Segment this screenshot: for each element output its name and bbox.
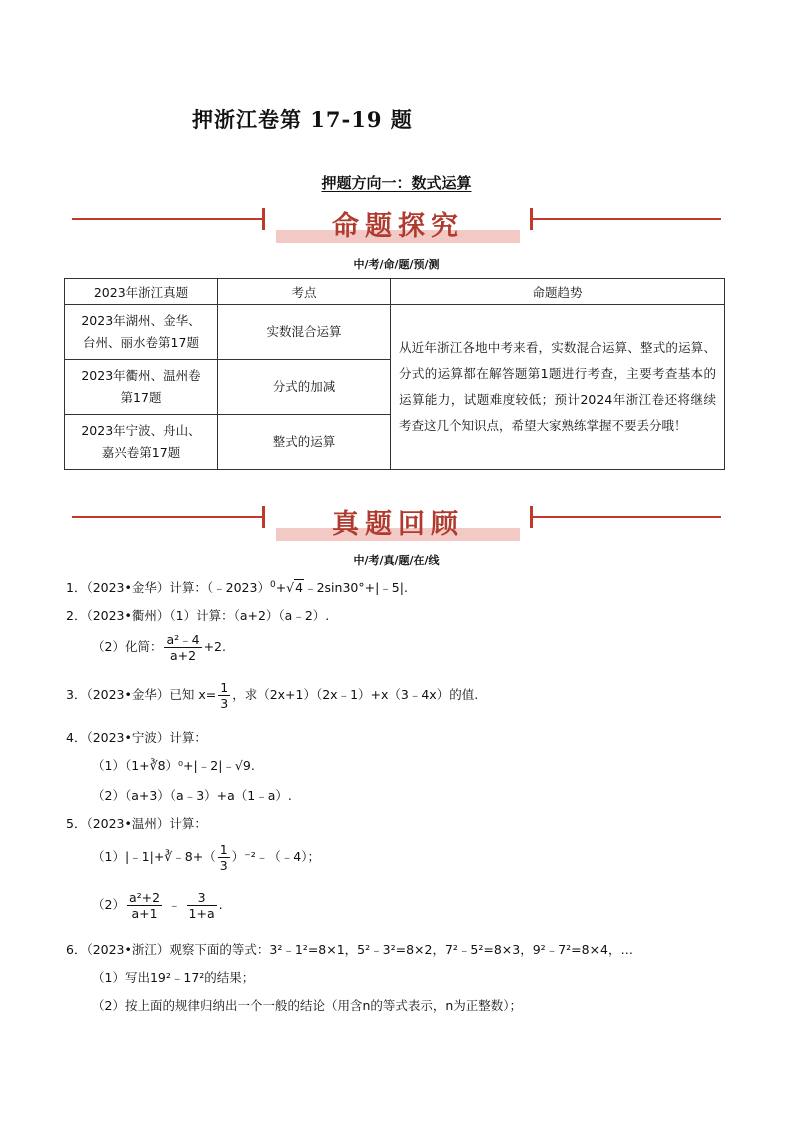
question-1: 1．（2023•金华）计算：（﹣2023）$^0$+√4﹣2sin30°+|﹣5|.: [66, 579, 408, 595]
table-header-row: [65, 279, 725, 305]
fraction-numerator: a²﹣4: [166, 632, 200, 647]
exam-analysis-table: [64, 278, 725, 470]
q5-fraction-1: [127, 890, 162, 921]
fraction-denominator: 1+a: [188, 906, 215, 921]
header-trend: 命题趋势: [391, 279, 725, 305]
row-source-line: 台州、丽水卷第17题: [83, 335, 199, 350]
question-5: 5．（2023•温州）计算：: [66, 816, 207, 831]
q1-text-rest: ﹣2sin30°+|﹣5|.: [304, 580, 408, 595]
fraction-numerator: 1: [219, 842, 228, 857]
fraction-numerator: a²+2: [128, 890, 161, 905]
row-source-line: 嘉兴卷第17题: [101, 445, 181, 460]
q2-sub2-suffix: +2.: [203, 639, 226, 654]
q5-fraction: [218, 842, 230, 873]
question-2-part-2: [92, 632, 226, 663]
q5-sub1-suffix: ）⁻²﹣（﹣4）；: [231, 849, 320, 864]
fraction-denominator: 3: [219, 858, 228, 873]
question-2: 2．（2023•衢州）（1）计算：（a+2）（a﹣2）.: [66, 608, 330, 623]
row-source-line: 第17题: [120, 390, 162, 405]
row-source-line: 2023年宁波、舟山、: [81, 423, 201, 438]
row-source-line: 2023年湖州、金华、: [81, 313, 201, 328]
row-source-line: 2023年衢州、温州卷: [81, 368, 201, 383]
row-point: 分式的加减: [218, 360, 391, 415]
fraction-denominator: a+1: [131, 906, 158, 921]
q1-exponent: 0: [269, 579, 276, 590]
header-source: 2023年浙江真题: [65, 279, 218, 305]
question-5-part-2: （2） $\frac{\text{a²+2}}{a+1}$ ﹣ $\frac{3}{1+a}$ .: [92, 890, 223, 921]
header-point: 考点: [218, 279, 391, 305]
question-6-part-2: （2）按上面的规律归纳出一个一般的结论（用含n的等式表示，n为正整数）；: [92, 998, 523, 1013]
banner-right-line: [533, 218, 721, 220]
q1-text: 1．（2023•金华）计算：（﹣2023）: [66, 580, 270, 595]
row-source: [65, 305, 218, 360]
section-subtitle: 押题方向一：数式运算: [321, 174, 472, 192]
q3-prefix: 3．（2023•金华）已知 x=: [66, 687, 217, 702]
trend-text: 从近年浙江各地中考来看，实数混合运算、整式的运算、分式的运算都在解答题第1题进行考查，主要考查基本的运算能力，试题难度较低；预计2024年浙江卷还将继续考查这几个知识点，希望大家熟练掌握不要丢分哦！: [391, 305, 725, 470]
banner-left-tick: [262, 506, 265, 528]
banner-left-line: [72, 218, 262, 220]
banner-caption: 中/考/命/题/预/测: [353, 258, 440, 271]
banner-title: 命题探究: [332, 211, 464, 242]
banner-caption: 中/考/真/题/在/线: [353, 554, 440, 567]
question-5-part-1: [92, 842, 320, 873]
banner-title: 真题回顾: [332, 509, 464, 540]
question-3: [66, 680, 478, 711]
fraction-denominator: a+2: [169, 648, 197, 663]
q2-sub2-label: （2）化简：: [92, 639, 163, 654]
fraction-numerator: 1: [220, 680, 229, 695]
q5-sub1-prefix: （1）|﹣1|+∛﹣8+（: [92, 849, 216, 864]
question-4-part-1: （1）（1+∛8）⁰+|﹣2|﹣√9.: [92, 758, 255, 773]
banner-right-line: [533, 516, 721, 518]
q5-fraction-2: [187, 890, 217, 921]
row-source: [65, 415, 218, 470]
question-4-part-2: （2）（a+3）（a﹣3）+a（1﹣a）.: [92, 788, 292, 803]
banner-left-tick: [262, 208, 265, 230]
q5-sub2-label: （2）: [92, 897, 125, 912]
table-row: [65, 305, 725, 360]
row-point: 实数混合运算: [218, 305, 391, 360]
fraction-denominator: 3: [220, 696, 229, 711]
q2-fraction: [164, 632, 201, 663]
page-title: 押浙江卷第 17-19 题: [192, 107, 413, 132]
q3-fraction: [218, 680, 230, 711]
row-source: [65, 360, 218, 415]
q3-suffix: ，求（2x+1）（2x﹣1）+x（3﹣4x）的值.: [232, 687, 479, 702]
row-point: 整式的运算: [218, 415, 391, 470]
banner-left-line: [72, 516, 262, 518]
question-4: 4．（2023•宁波）计算：: [66, 730, 207, 745]
question-6: 6．（2023•浙江）观察下面的等式：3²﹣1²=8×1，5²﹣3²=8×2，7²﹣5²=8×3，9²﹣7²=8×4，…: [66, 942, 634, 957]
fraction-numerator: 3: [187, 890, 217, 906]
question-6-part-1: （1）写出19²﹣17²的结果；: [92, 970, 255, 985]
